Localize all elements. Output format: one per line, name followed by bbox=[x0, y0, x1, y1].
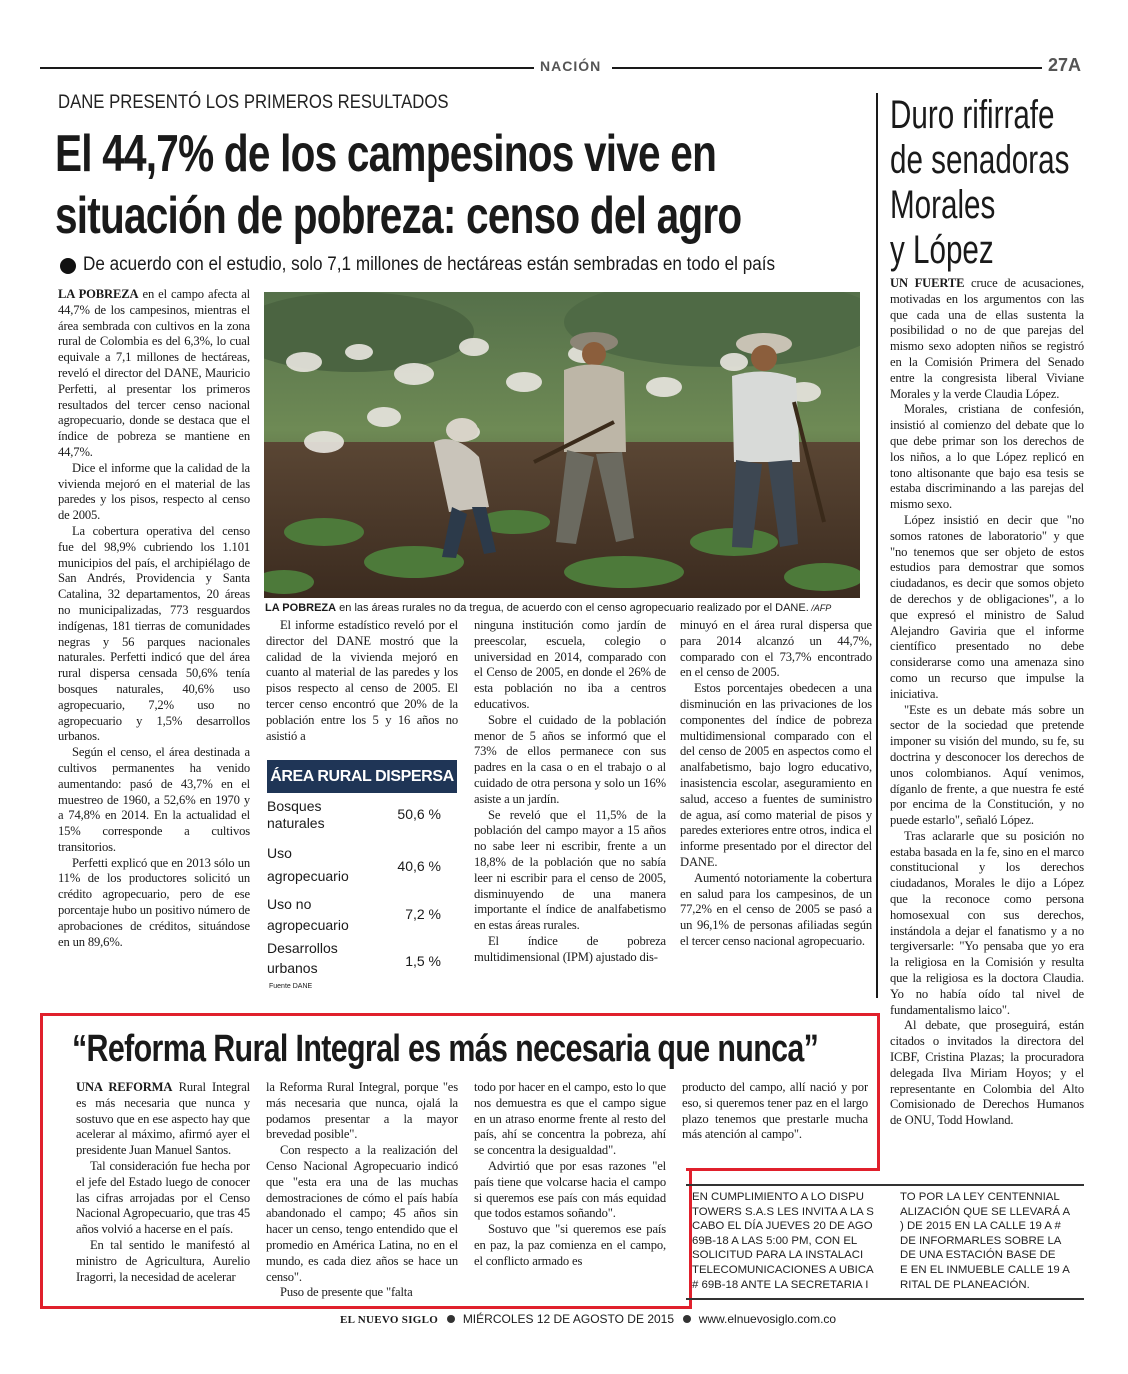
paragraph: Estos porcentajes obedecen a una disminución en las privaciones de los componentes del índice de pobreza multidimensional comparado con el del censo de 2005 en aspectos como el analfabetismo, bajo logro educativo, inasistencia escolar, aseguramiento en salud, acceso a fuentes de suministro de agua, así como material de pisos y paredes exteriores entre otros, indica el informe presentado por el director del DANE. bbox=[680, 681, 872, 869]
row-label: urbanos bbox=[267, 960, 318, 976]
table-row bbox=[267, 896, 453, 934]
notice-right bbox=[900, 1190, 1082, 1294]
lead-in: LA POBREZA bbox=[58, 287, 139, 301]
footer-url: www.elnuevosiglo.com.co bbox=[698, 1312, 837, 1326]
footer-bullet-icon bbox=[447, 1315, 455, 1323]
notice-line: TOWERS S.A.S LES INVITA A LA S bbox=[692, 1205, 874, 1218]
caption-text: en las áreas rurales no da tregua, de acuerdo con el censo agropecuario realizado por el DANE. bbox=[336, 602, 809, 614]
header-rule-left bbox=[40, 67, 534, 69]
main-headline-line2: situación de pobreza: censo del agro bbox=[55, 187, 742, 245]
notice-line: DE UNA ESTACIÓN BASE DE bbox=[900, 1249, 1056, 1262]
farmers-illustration bbox=[264, 292, 860, 598]
notice-line: ) DE 2015 EN LA CALLE 19 A # bbox=[900, 1220, 1061, 1233]
paragraph: Según el censo, el área destinada a cultivos permanentes ha venido aumentando: pasó de 43,7% en el muestreo de 1960, a 52,6% en 1970 y a 74,8% en 2014. En la actualidad el 15% corresponde a cultivos transitorios. bbox=[58, 745, 250, 854]
notice-line: RITAL DE PLANEACIÓN. bbox=[900, 1278, 1030, 1291]
notice-line: SOLICITUD PARA LA INSTALACI bbox=[692, 1249, 864, 1262]
photo-credit: /AFP bbox=[808, 603, 832, 613]
sidebar-headline-line1: Duro rifirrafe bbox=[890, 93, 1055, 137]
main-col-4 bbox=[680, 618, 872, 994]
reforma-headline: “Reforma Rural Integral es más necesaria que nunca” bbox=[72, 1028, 819, 1070]
table-row bbox=[267, 845, 453, 885]
notice-line: TO POR LA LEY CENTENNIAL bbox=[900, 1191, 1060, 1203]
paragraph: Aumentó notoriamente la cobertura en salud para los campesinos, de un 77,2% en el censo de 2005 se pasó a un 96,1% de personas afiliadas según el tercer censo nacional agropecuario. bbox=[680, 870, 872, 948]
row-label: Uso no bbox=[267, 896, 312, 912]
paragraph: Se reveló que el 11,5% de la población del campo mayor a 15 años no sabe leer ni escribir, frente a un 18,8% de la población que no sabía leer ni escribir para el censo de 2005, disminuyendo de una manera importante el índice de analfabetismo en estas áreas rurales. bbox=[474, 807, 666, 933]
notice-left bbox=[692, 1190, 878, 1294]
paragraph: Dice el informe que la calidad de la vivienda mejoró en el material de las paredes y los pisos, respecto al censo de 2005. bbox=[58, 460, 250, 523]
paragraph: "Este es un debate más sobre un sector de la sociedad que pretende imponer su visión del mundo, su fe, su doctrina y desconocer los derechos de unos colombianos. Aquí venimos, díganlo de frente, a que nuestra fe esté por encima de la Constitución, y no puede estarlo", señaló López. bbox=[890, 702, 1084, 828]
paragraph: ninguna institución como jardín de preescolar, escuela, colegio o universidad en 2014, comparado con el Censo de 2005, en donde el 26% de esta población no iba a centros educativos. bbox=[474, 618, 666, 711]
kicker: DANE PRESENTÓ LOS PRIMEROS RESULTADOS bbox=[58, 92, 449, 113]
paragraph: Morales, cristiana de confesión, insistió al comienzo del debate que lo que debe primar son los derechos de los niños, a lo que López replicó en tono altisonante que bajo esa tesis se estaba discriminando a las parejas del mismo sexo. bbox=[890, 402, 1084, 512]
paragraph: producto del campo, allí nació y por eso, si queremos tener paz en el largo plazo tenemos que prestarle mucha más atención al campo". bbox=[682, 1080, 868, 1142]
reforma-col-1 bbox=[76, 1080, 250, 1300]
row-value: 40,6 % bbox=[397, 858, 441, 874]
paragraph: todo por hacer en el campo, esto lo que nos demuestra es que el campo sigue en un atraso enorme frente al resto del país, ahí se concentra la pobreza, ahí se concentra la desigualdad". bbox=[474, 1080, 666, 1158]
footer-bullet-icon bbox=[683, 1315, 691, 1323]
paragraph: minuyó en el área rural dispersa que para 2014 alcanzó un 44,7%, comparado con el 73,7% encontrado en el censo de 2005. bbox=[680, 618, 872, 680]
paragraph: Tras aclararle que su posición no estaba basada en la fe, sino en el marco constitucional y los derechos ciudadanos, Morales le dijo a López que la reconoce como persona homosexual con sus derechos, instándola a dejar el fanatismo y a no tergiversarle: "Yo pensaba que yo era la religiosa en la Comisión y resulta que la religiosa es la doctora Claudia. Yo no había oído tal nivel de fundamentalismo laico". bbox=[890, 828, 1084, 1017]
reforma-col-4 bbox=[682, 1080, 868, 1160]
paragraph: cruce de acusaciones, motivadas en los argumentos con las que cada una de ellas sustenta la posibilidad o no de que parejas del mismo sexo adopten niños se registró en la Comisión Primera del Senado entre la congresista liberal Viviane Morales y la verde Claudia López. bbox=[890, 276, 1084, 401]
notice-line: CABO EL DÍA JUEVES 20 DE AGO bbox=[692, 1220, 873, 1233]
sidebar-headline-line3: Morales bbox=[890, 183, 996, 227]
notice-line: 69B-18 A LAS 5:00 PM, CON EL bbox=[692, 1234, 858, 1247]
paragraph: Advirtió que por esas razones "el país tiene que volcarse hacia el campo si queremos ese país con más equidad que todos estamos soñando". bbox=[474, 1158, 666, 1221]
footer bbox=[340, 1312, 837, 1326]
paragraph: López insistió en decir que "no somos ratones de laboratorio" y que "no tenemos que ser objeto de estos estudios para demostrar que somos ciudadanos, es decir que somos objeto de derechos y de obligaciones", a lo que expresó el ministro de Salud Alejandro Gaviria que el informe científico presentado no debe considerarse como una amenaza sino como un recurso que impulse la iniciativa. bbox=[890, 512, 1084, 701]
page-number: 27A bbox=[1048, 55, 1082, 75]
deck: De acuerdo con el estudio, solo 7,1 millones de hectáreas están sembradas en todo el país bbox=[83, 254, 776, 275]
rural-table-title: ÁREA RURAL DISPERSA bbox=[267, 760, 457, 793]
notice-line: TELECOMUNICACIONES A UBICA bbox=[692, 1263, 874, 1276]
paragraph: En tal sentido le manifestó al ministro de Agricultura, Aurelio Iragorri, la necesidad de acelerar bbox=[76, 1237, 250, 1284]
paragraph: Puso de presente que "falta bbox=[280, 1285, 413, 1300]
rural-table bbox=[267, 760, 457, 992]
sidebar-divider bbox=[876, 93, 878, 998]
main-col-2 bbox=[266, 618, 458, 744]
paragraph: Sobre el cuidado de la población menor de 5 años se informó que el 73% de ellos permanece con sus padres en la casa o en el trabajo o al cuidado de otra persona y solo un 16% asiste a un jardín. bbox=[474, 712, 666, 806]
row-label: naturales bbox=[267, 815, 325, 831]
main-col-1 bbox=[58, 287, 250, 995]
deck-bullet-icon bbox=[60, 258, 76, 274]
row-label: Bosques bbox=[267, 798, 322, 814]
row-value: 1,5 % bbox=[405, 953, 441, 969]
row-value: 50,6 % bbox=[397, 806, 441, 822]
header-rule-right bbox=[612, 67, 1042, 69]
table-source: Fuente DANE bbox=[269, 983, 313, 990]
paragraph: en el campo afecta al 44,7% de los campesinos, mientras el área sembrada con cultivos en la zona rural de Colombia es del 6,3%, lo cual equivale a 7,1 millones de hectáreas, reveló el director del DANE, Mauricio Perfetti, al presentar los primeros resultados del tercer censo nacional agropecuario, donde se destaca que el índice de pobreza se mantiene en 44,7%. bbox=[58, 287, 250, 459]
row-label: Uso bbox=[267, 845, 292, 861]
farmers-photo bbox=[264, 292, 860, 598]
notice-line: E EN EL INMUEBLE CALLE 19 A bbox=[900, 1263, 1070, 1276]
reforma-lead-in: UNA REFORMA bbox=[76, 1080, 173, 1094]
row-label: agropecuario bbox=[267, 868, 349, 884]
photo-caption bbox=[265, 602, 865, 614]
paragraph: Tal consideración fue hecha por el jefe del Estado luego de conocer las cifras arrojadas por el Censo Nacional Agropecuario, que tras 45 años volvió a hacerse en el país. bbox=[76, 1158, 250, 1237]
row-label: agropecuario bbox=[267, 917, 349, 933]
notice-line: ALIZACIÓN QUE SE LLEVARÁ A bbox=[900, 1205, 1071, 1218]
sidebar-lead-in: UN FUERTE bbox=[890, 276, 965, 290]
paragraph: El informe estadístico reveló por el director del DANE mostró que la calidad de la vivienda mejoró en cuanto al material de las paredes y los pisos respecto al censo de 2005. El tercer censo encontró que 20% de la población entre los 5 y 16 años no asistió a bbox=[266, 618, 458, 743]
paragraph: Rural Integral es más necesaria que nunca y sostuvo que en ese aspecto hay que acelerar al máximo, afirmó ayer el presidente Juan Manuel Santos. bbox=[76, 1080, 250, 1158]
paragraph: Con respecto a la realización del Censo Nacional Agropecuario indicó que "esta era una de las muchas demostraciones de cómo el país había abandonado el campo; 45 años sin hacer un censo, tengo entendido que el promedio en América Latina, no en el mundo, es cada diez años se hace un censo". bbox=[266, 1143, 458, 1284]
notice-line: EN CUMPLIMIENTO A LO DISPU bbox=[692, 1191, 864, 1203]
section-label: NACIÓN bbox=[540, 58, 602, 74]
reforma-col-2 bbox=[266, 1080, 458, 1300]
notice-line: # 69B-18 ANTE LA SECRETARIA I bbox=[692, 1278, 869, 1291]
footer-date: MIÉRCOLES 12 DE AGOSTO DE 2015 bbox=[462, 1312, 675, 1326]
paragraph: Sostuvo que "si queremos ese país en paz, la paz comienza en el campo, el conflicto armado es bbox=[474, 1222, 666, 1268]
masthead-logo: EL NUEVO SIGLO bbox=[340, 1314, 439, 1326]
paragraph: La cobertura operativa del censo fue del 98,9% cubriendo los 1.101 municipios del país, el archipiélago de San Andrés, Providencia y Santa Catalina, 32 departamentos, 20 áreas no municipalizadas, 773 resguardos indígenas, 181 tierras de comunidades negras y 56 parques nacionales naturales. Perfetti indicó que del área rural dispersa censada 50,6% tenía bosques naturales, 40,6% uso agropecuario, 7,2% uso no agropecuario y 1,5% desarrollos urbanos. bbox=[58, 523, 250, 744]
sidebar-headline-line4: y López bbox=[890, 228, 994, 272]
main-headline-line1: El 44,7% de los campesinos vive en bbox=[55, 125, 717, 183]
table-row bbox=[267, 798, 453, 832]
paragraph: la Reforma Rural Integral, porque "es más necesaria que nunca, ojalá la podamos presentar a la mayor brevedad posible". bbox=[266, 1080, 458, 1142]
sidebar-headline-line2: de senadoras bbox=[890, 138, 1070, 182]
notice-gap bbox=[880, 1186, 898, 1294]
paragraph: Al debate, que proseguirá, están citados o invitados la directora del ICBF, Cristina Plazas; la procuradora delegada Ilva Miriam Hoyos; y el representante en Colombia del Alto Comisionado de Derechos Humanos de ONU, Todd Howland. bbox=[890, 1018, 1084, 1128]
sidebar-body bbox=[890, 276, 1084, 1162]
reforma-box-border-step bbox=[686, 1168, 877, 1171]
reforma-col-3 bbox=[474, 1080, 666, 1300]
paragraph: Perfetti explicó que en 2013 sólo un 11% de los productores solicitó un crédito agropecuario, pero de ese porcentaje hubo un positivo número de aprobaciones de créditos, situándose en un 89,6%. bbox=[58, 855, 250, 949]
caption-lead: LA POBREZA bbox=[265, 602, 337, 614]
row-label: Desarrollos bbox=[267, 940, 338, 956]
table-row bbox=[267, 940, 453, 977]
notice-line: DE INFORMARLES SOBRE LA bbox=[900, 1234, 1062, 1247]
paragraph: El índice de pobreza multidimensional (IPM) ajustado dis- bbox=[474, 933, 666, 964]
row-value: 7,2 % bbox=[405, 906, 441, 922]
main-col-3 bbox=[474, 618, 666, 994]
